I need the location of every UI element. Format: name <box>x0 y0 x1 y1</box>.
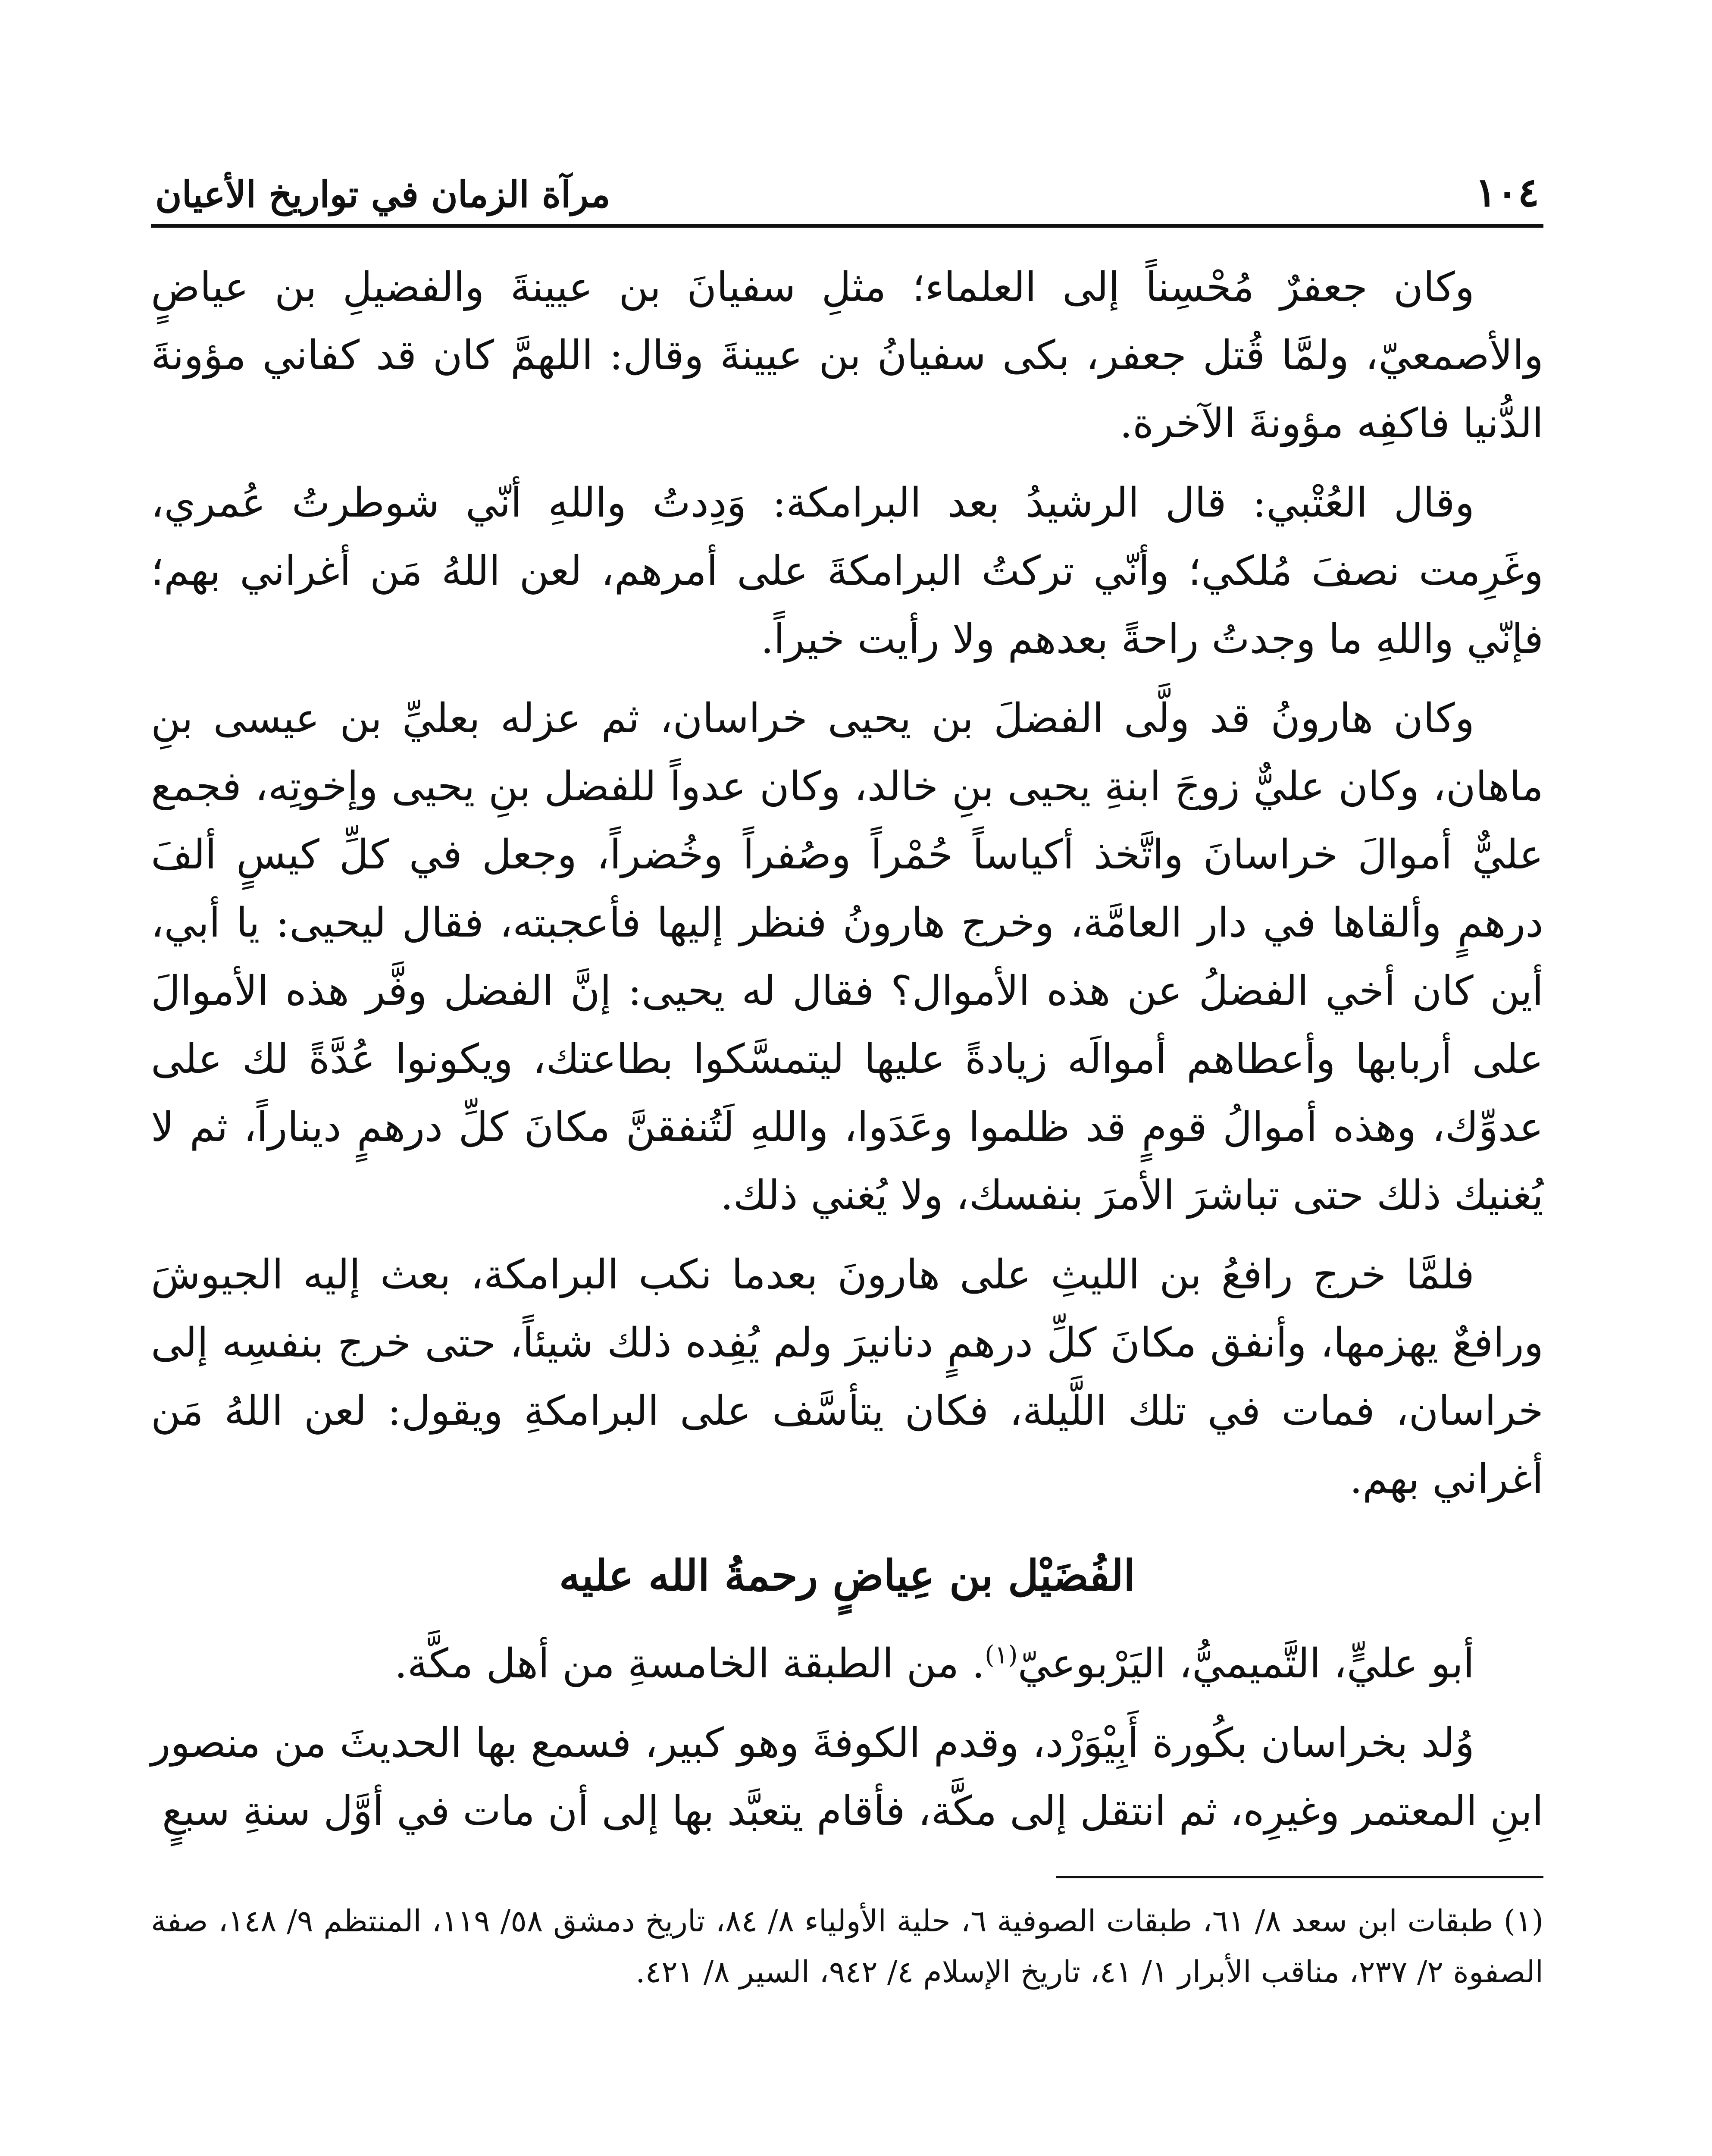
footnote-text: (١) طبقات ابن سعد ٨/ ٦١، طبقات الصوفية ٦، حلية الأولياء ٨/ ٨٤، تاريخ دمشق ٥٨/ ١١٩، المنتظم ٩/ ١٤٨، صفة الصفوة ٢/ ٢٣٧، مناقب الأبرار ١/ ٤١، تاريخ الإسلام ٤/ ٩٤٢، السير ٨/ ٤٢١. <box>151 1903 1544 1990</box>
footnote-divider <box>1056 1876 1543 1878</box>
section-intro-tail: . من الطبقة الخامسةِ من أهل مكَّة. <box>394 1640 985 1687</box>
section-intro-text: أبو عليٍّ، التَّميميُّ، اليَرْبوعيّ <box>1017 1640 1474 1687</box>
paragraph-1: وكان جعفرٌ مُحْسِناً إلى العلماء؛ مثلِ سفيانَ بن عيينةَ والفضيلِ بن عياضٍ والأصمعيّ، ولمَّا قُتل جعفر، بكى سفيانُ بن عيينةَ وقال: اللهمَّ كان قد كفاني مؤونةَ الدُّنيا فاكفِه مؤونةَ الآخرة. <box>151 264 1543 447</box>
footnote-reference: (١) <box>985 1640 1018 1670</box>
running-header <box>151 142 1543 216</box>
page-number: ١٠٤ <box>1475 169 1539 216</box>
book-page <box>151 142 1543 1997</box>
section-heading: الفُضَيْل بن عِياضٍ رحمةُ الله عليه <box>559 1551 1136 1601</box>
header-divider <box>151 224 1543 228</box>
book-title: مرآة الزمان في تواريخ الأعيان <box>155 173 610 216</box>
section-paragraph: وُلد بخراسان بكُورة أَبِيْوَرْد، وقدم الكوفةَ وهو كبير، فسمع بها الحديثَ من منصور ابنِ المعتمر وغيرِه، ثم انتقل إلى مكَّة، فأقام يتعبَّد بها إلى أن مات في أوَّل سنةِ سبعٍ <box>151 1720 1543 1835</box>
paragraph-2: وقال العُتْبي: قال الرشيدُ بعد البرامكة: وَدِدتُ واللهِ أنّي شوطرتُ عُمري، وغَرِمت نصفَ مُلكي؛ وأنّي تركتُ البرامكةَ على أمرهم، لعن اللهُ مَن أغراني بهم؛ فإنّي واللهِ ما وجدتُ راحةً بعدهم ولا رأيت خيراً. <box>151 479 1543 663</box>
paragraph-3: وكان هارونُ قد ولَّى الفضلَ بن يحيى خراسان، ثم عزله بعليِّ بن عيسى بنِ ماهان، وكان عليٌّ زوجَ ابنةِ يحيى بنِ خالد، وكان عدواً للفضل بنِ يحيى وإخوتِه، فجمع عليٌّ أموالَ خراسانَ واتَّخذ أكياساً حُمْراً وصُفراً وخُضراً، وجعل في كلِّ كيسٍ ألفَ درهمٍ وألقاها في دار العامَّة، وخرج هارونُ فنظر إليها فأعجبته، فقال ليحيى: يا أبي، أين كان أخي الفضلُ عن هذه الأموال؟ فقال له يحيى: إنَّ الفضل وفَّر هذه الأموالَ على أربابها وأعطاهم أموالَه زيادةً عليها ليتمسَّكوا بطاعتك، ويكونوا عُدَّةً لك على عدوِّك، وهذه أموالُ قومٍ قد ظلموا وعَدَوا، واللهِ لَتُنفقنَّ مكانَ كلِّ درهمٍ ديناراً، ثم لا يُغنيك ذلك حتى تباشرَ الأمرَ بنفسك، ولا يُغني ذلك. <box>151 695 1543 1219</box>
paragraph-4: فلمَّا خرج رافعُ بن الليثِ على هارونَ بعدما نكب البرامكة، بعث إليه الجيوشَ ورافعٌ يهزمها، وأنفق مكانَ كلِّ درهمٍ دنانيرَ ولم يُفِده ذلك شيئاً، حتى خرج بنفسِه إلى خراسان، فمات في تلك اللَّيلة، فكان يتأسَّف على البرامكةِ ويقول: لعن اللهُ مَن أغراني بهم. <box>151 1251 1543 1503</box>
section-intro <box>151 1630 1543 1698</box>
